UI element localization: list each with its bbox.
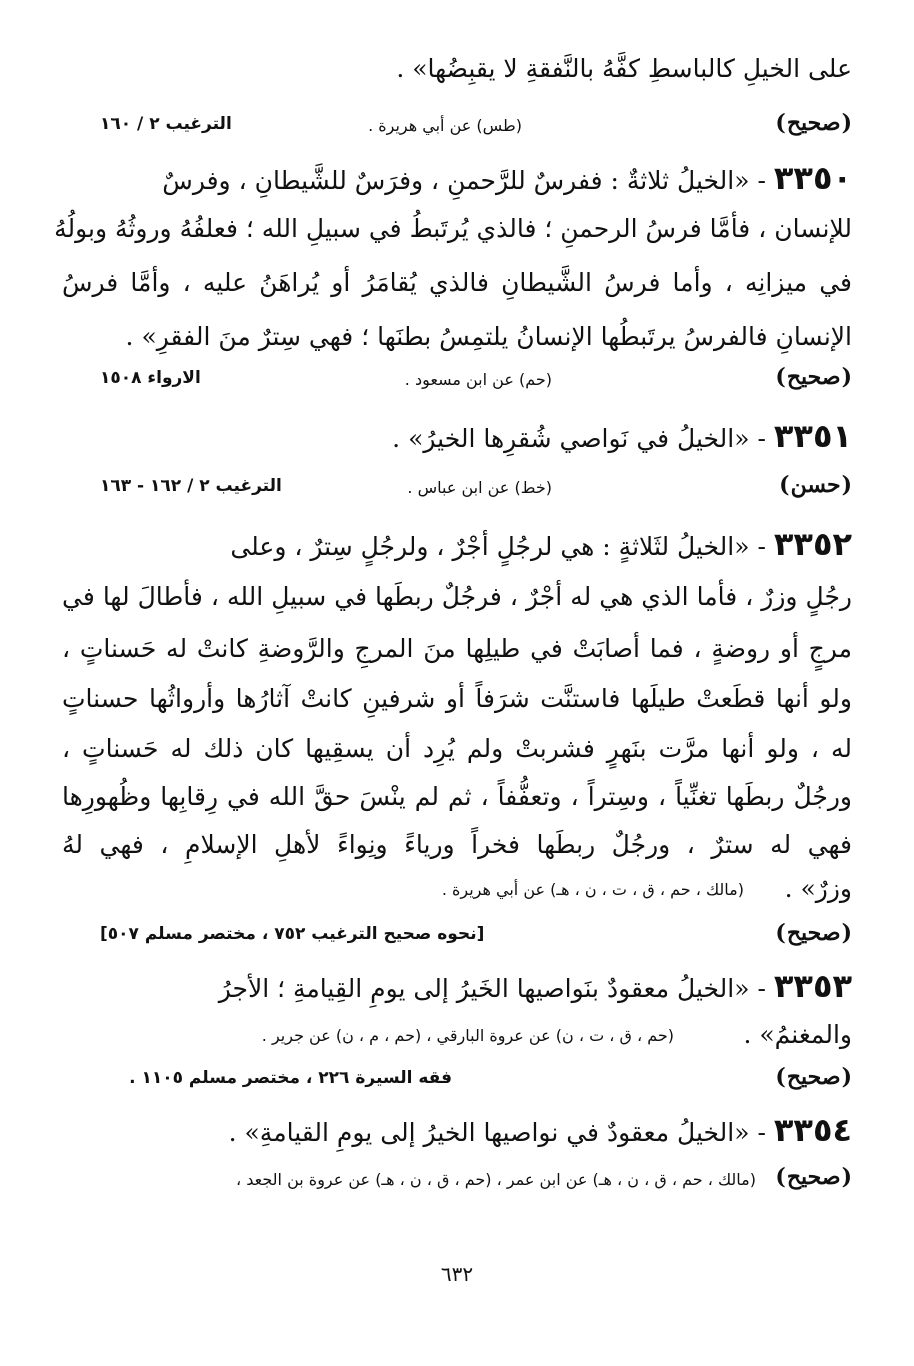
hadith-meta-row	[100, 362, 852, 402]
text-line: له ، ولو أنها مرَّت بنَهرٍ فشربتْ ولم يُرِد أن يسقِيها كان ذلك له حَسناتٍ ،	[62, 734, 852, 763]
hadith-3354-line-1	[62, 1110, 852, 1153]
hadith-number: ٣٣٥٤	[773, 1111, 852, 1149]
text-line: ولو أنها قطَعتْ طيلَها فاستنَّت شرَفاً أو شرفينِ كانتْ آثارُها وأرواثُها حسناتٍ	[62, 684, 852, 713]
source-citation: (مالك ، حم ، ق ، ن ، هـ) عن ابن عمر ، (حم ، ق ، ن ، هـ) عن عروة بن الجعد ،	[235, 1170, 756, 1189]
hadith-text: - «الخيلُ في نَواصي شُقرِها الخيرُ» .	[392, 424, 766, 453]
hadith-3352-line-1	[62, 524, 852, 567]
hadith-text: - «الخيلُ معقودٌ بنَواصيها الخَيرُ إلى يومِ القِيامةِ ؛ الأجرُ	[218, 974, 766, 1003]
grade-label: ( صحيح )	[775, 110, 852, 136]
text-line: رجُلٍ وزرٌ ، فأما الذي هي له أجْرٌ ، فرجُلٌ ربطَها في سبيلِ الله ، فأطالَ لها في	[62, 582, 852, 611]
page-number: ٦٣٢	[440, 1262, 474, 1286]
hadith-meta-row	[100, 470, 852, 510]
source-citation: (حم ، ق ، ت ، ن) عن عروة البارقي ، (حم ، م ، ن) عن جرير .	[261, 1026, 674, 1045]
reference: الترغيب ٢ / ١٦٠	[100, 114, 232, 134]
text-line: على الخيلِ كالباسطِ كفَّهُ بالنَّفقةِ لا يقبِضُها» .	[396, 54, 852, 83]
text-line: في ميزانِه ، وأما فرسُ الشَّيطانِ فالذي يُقامَرُ أو يُراهَنُ عليه ، وأمَّا فرسُ	[62, 268, 852, 297]
hadith-number: ٣٣٥١	[773, 417, 852, 455]
hadith-meta-row	[100, 918, 852, 958]
grade-label: ( صحيح )	[775, 1064, 852, 1090]
hadith-text: - «الخيلُ معقودٌ في نواصيها الخيرُ إلى يومِ القيامةِ» .	[228, 1118, 766, 1147]
hadith-number: ٣٣٥٠	[773, 159, 852, 197]
grade-label: ( صحيح )	[775, 364, 852, 390]
hadith-meta-row	[100, 108, 852, 148]
source-citation: (مالك ، حم ، ق ، ت ، ن ، هـ) عن أبي هريرة .	[441, 880, 744, 899]
hadith-meta-row	[100, 1062, 852, 1102]
hadith-3350-line-1	[62, 158, 852, 201]
reference: فقه السيرة ٢٢٦ ، مختصر مسلم ١١٠٥ .	[129, 1068, 452, 1088]
grade-label: ( صحيح )	[775, 1164, 852, 1190]
text-line: للإنسان ، فأمَّا فرسُ الرحمنِ ؛ فالذي يُرتَبطُ في سبيلِ الله ؛ فعلفُهُ وروثُهُ وبولُهُ	[54, 214, 852, 243]
text-line: والمغنمُ» .	[743, 1020, 852, 1049]
text-line: مرجٍ أو روضةٍ ، فما أصابَتْ في طيلِها منَ المرجِ والرَّوضةِ كانتْ له حَسناتٍ ،	[62, 634, 852, 663]
hadith-number: ٣٣٥٢	[773, 525, 852, 563]
hadith-meta-row	[100, 1162, 852, 1202]
text-line: فهي له سترٌ ، ورجُلٌ ربطَها فخراً ورياءً ونِواءً لأهلِ الإسلامِ ، فهي لهُ	[62, 830, 852, 859]
grade-label: ( حسن )	[779, 472, 852, 498]
reference: الارواء ١٥٠٨	[100, 368, 201, 388]
reference: [نحوه صحيح الترغيب ٧٥٢ ، مختصر مسلم ٥٠٧]	[100, 924, 485, 944]
grade-label: ( صحيح )	[775, 920, 852, 946]
text-line: ورجُلٌ ربطَها تغنِّياً ، وسِتراً ، وتعفُّفاً ، ثم لم ينْسَ حقَّ الله في رِقابِها وظُهورِها	[62, 782, 852, 811]
hadith-3351-line-1	[62, 416, 852, 459]
source-citation: (خط) عن ابن عباس .	[407, 478, 552, 497]
text-line: وزرٌ» .	[784, 874, 852, 903]
text-line: الإنسانِ فالفرسُ يرتَبطُها الإنسانُ يلتمِسُ بطنَها ؛ فهي سِترٌ منَ الفقرِ» .	[125, 322, 852, 351]
hadith-text: - «الخيلُ ثلاثةٌ : ففرسٌ للرَّحمنِ ، وفرَسٌ للشَّيطانِ ، وفرسٌ	[162, 166, 766, 195]
hadith-text: - «الخيلُ لثَلاثةٍ : هي لرجُلٍ أجْرٌ ، ولرجُلٍ سِترٌ ، وعلى	[230, 532, 766, 561]
source-citation: (حم) عن ابن مسعود .	[404, 370, 552, 389]
hadith-number: ٣٣٥٣	[773, 967, 852, 1005]
hadith-3353-line-1	[62, 966, 852, 1009]
source-citation: (طس) عن أبي هريرة .	[368, 116, 522, 135]
reference: الترغيب ٢ / ١٦٢ - ١٦٣	[100, 476, 282, 496]
